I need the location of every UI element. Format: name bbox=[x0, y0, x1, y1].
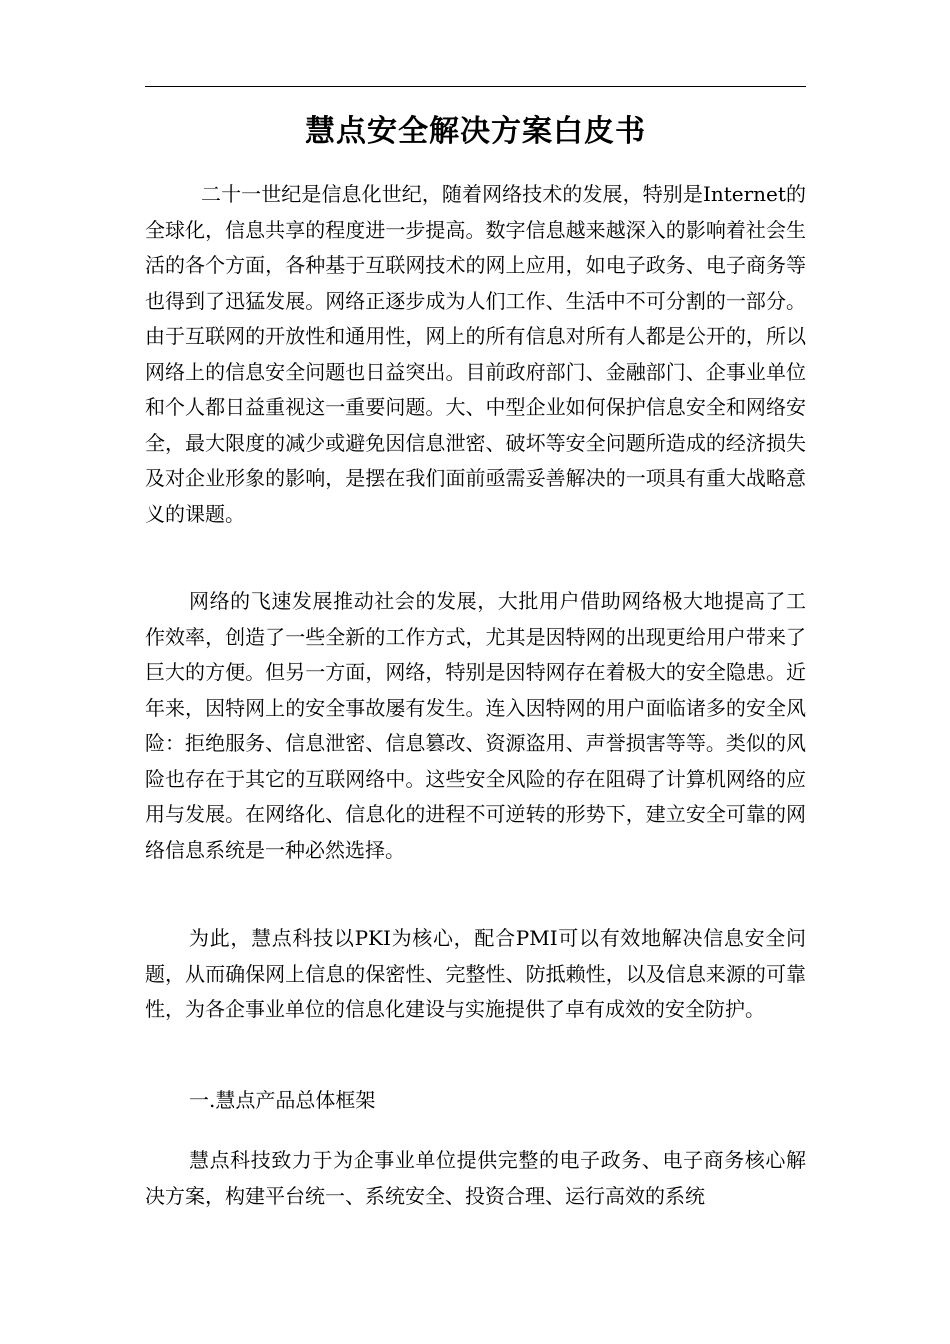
section-heading-framework: 一.慧点产品总体框架 bbox=[189, 1088, 376, 1112]
paragraph-pki-solution: 为此，慧点科技以PKI为核心，配合PMI可以有效地解决信息安全问题，从而确保网上信息的保密性、完整性、防抵赖性，以及信息来源的可靠性，为各企事业单位的信息化建设与实施提供了卓有成效的安全防护。 bbox=[145, 926, 806, 1021]
paragraph-network-risks: 网络的飞速发展推动社会的发展，大批用户借助网络极大地提高了工作效率，创造了一些全新的工作方式，尤其是因特网的出现更给用户带来了巨大的方便。但另一方面，网络，特别是因特网存在着极大的安全隐患。近年来，因特网上的安全事故屡有发生。连入因特网的用户面临诸多的安全风险：拒绝服务、信息泄密、信息篡改、资源盗用、声誉损害等等。类似的风险也存在于其它的互联网络中。这些安全风险的存在阻碍了计算机网络的应用与发展。在网络化、信息化的进程不可逆转的形势下，建立安全可靠的网络信息系统是一种必然选择。 bbox=[145, 589, 806, 862]
paragraph-framework: 慧点科技致力于为企事业单位提供完整的电子政务、电子商务核心解决方案，构建平台统一、系统安全、投资合理、运行高效的系统 bbox=[145, 1148, 806, 1208]
document-title: 慧点安全解决方案白皮书 bbox=[305, 114, 646, 149]
header-rule bbox=[145, 86, 806, 87]
paragraph-intro: 二十一世纪是信息化世纪，随着网络技术的发展，特别是Internet的全球化，信息共享的程度进一步提高。数字信息越来越深入的影响着社会生活的各个方面，各种基于互联网技术的网上应用，如电子政务、电子商务等也得到了迅猛发展。网络正逐步成为人们工作、生活中不可分割的一部分。由于互联网的开放性和通用性，网上的所有信息对所有人都是公开的，所以网络上的信息安全问题也日益突出。目前政府部门、金融部门、企事业单位和个人都日益重视这一重要问题。大、中型企业如何保护信息安全和网络安全，最大限度的减少或避免因信息泄密、破坏等安全问题所造成的经济损失及对企业形象的影响，是摆在我们面前亟需妥善解决的一项具有重大战略意义的课题。 bbox=[145, 182, 806, 526]
